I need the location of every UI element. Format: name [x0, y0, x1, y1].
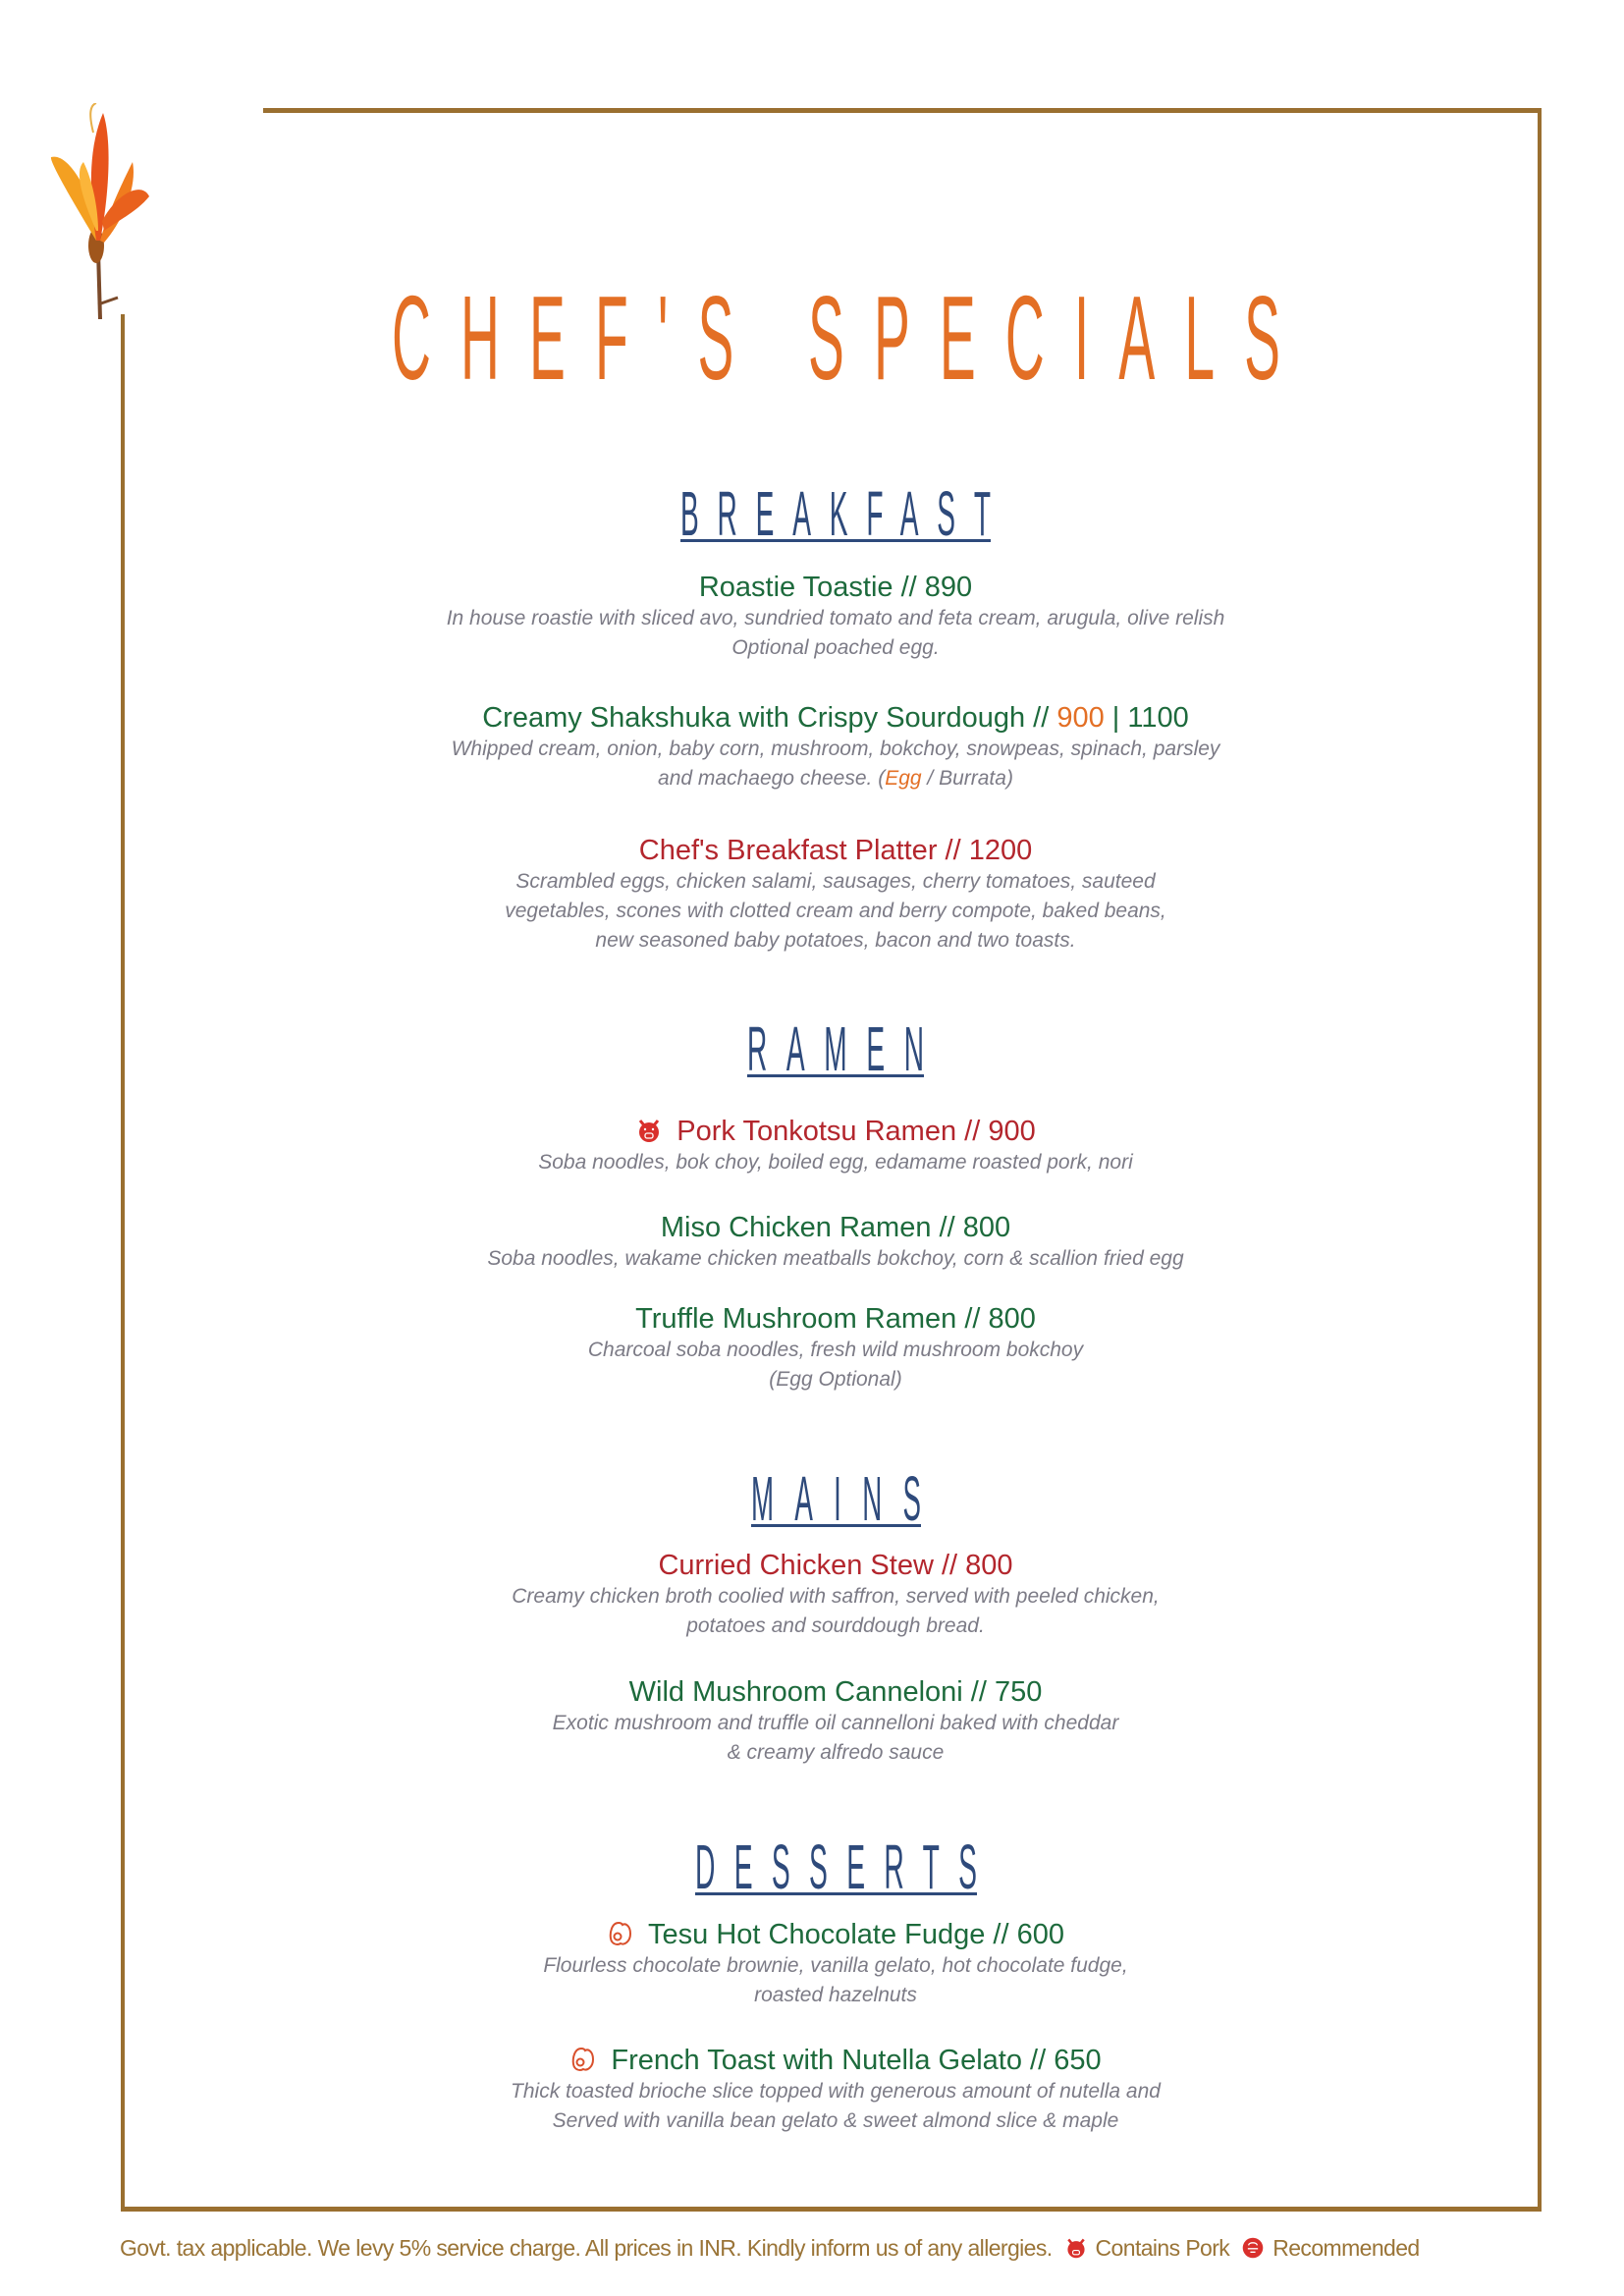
separator: //: [893, 572, 925, 603]
item-price: 800: [988, 1303, 1036, 1335]
pig-icon: [635, 1117, 663, 1144]
item-price: 600: [1016, 1919, 1064, 1950]
item-description: (Egg Optional): [769, 1368, 902, 1391]
item-description: Whipped cream, onion, baby corn, mushroom, bokchoy, snowpeas, spinach, parsley: [451, 738, 1220, 760]
item-description: Creamy chicken broth coolied with saffron, served with peeled chicken,: [512, 1585, 1160, 1608]
section-heading-breakfast: [345, 488, 1326, 547]
egg-icon: [569, 2046, 597, 2073]
item-price: 800: [965, 1550, 1013, 1581]
section-heading-text: BREAKFAST: [680, 488, 991, 537]
item-description: Exotic mushroom and truffle oil cannelloni baked with cheddar: [552, 1712, 1119, 1734]
separator: //: [985, 1919, 1017, 1950]
section-heading-graphic: [751, 1473, 921, 1522]
item-price: 1200: [968, 835, 1033, 866]
section-heading-graphic: [680, 488, 991, 537]
item-price-egg: 900: [1056, 702, 1105, 734]
item-price: 890: [924, 572, 973, 603]
item-name: French Toast with Nutella Gelato: [611, 2045, 1022, 2076]
menu-item-wild-mushroom-canneloni: [296, 1675, 1376, 1768]
frame-border-left: [121, 314, 125, 2212]
separator: //: [956, 1116, 989, 1147]
item-name: Miso Chicken Ramen: [660, 1212, 932, 1243]
item-price: 800: [962, 1212, 1011, 1243]
egg-icon: [607, 1920, 634, 1947]
item-description: In house roastie with sliced avo, sundried tomato and feta cream, arugula, olive relish: [446, 607, 1225, 629]
page-title-graphic: [392, 291, 1280, 389]
item-price-burrata: 1100: [1127, 702, 1189, 734]
menu-item-tesu-hot-chocolate-fudge: [296, 1918, 1376, 2010]
section-heading-text: MAINS: [750, 1473, 921, 1522]
separator: //: [1021, 2045, 1055, 2076]
item-description: & creamy alfredo sauce: [727, 1741, 945, 1764]
separator: //: [956, 1303, 989, 1335]
section-heading-mains: [345, 1473, 1326, 1532]
item-name: Wild Mushroom Canneloni: [628, 1676, 963, 1708]
item-name: Creamy Shakshuka with Crispy Sourdough: [482, 702, 1026, 734]
item-description: Flourless chocolate brownie, vanilla gelato, hot chocolate fudge,: [543, 1954, 1128, 1977]
menu-item-shakshuka: [296, 701, 1376, 793]
item-name: Roastie Toastie: [698, 572, 893, 603]
page-title: [345, 291, 1326, 389]
menu-item-roastie-toastie: [296, 571, 1376, 663]
item-description: roasted hazelnuts: [754, 1984, 917, 2006]
item-description: new seasoned baby potatoes, bacon and two toasts.: [595, 929, 1076, 952]
item-description: Charcoal soba noodles, fresh wild mushroom bokchoy: [587, 1339, 1084, 1361]
page-title-text: CHEF'S SPECIALS: [391, 291, 1280, 389]
footer-note: [120, 2235, 1543, 2262]
footer-text: Govt. tax applicable. We levy 5% service charge. All prices in INR. Kindly inform us of any allergies.: [120, 2235, 1053, 2261]
separator: //: [937, 835, 969, 866]
desc-text: / Burrata): [921, 767, 1013, 790]
item-description: Optional poached egg.: [731, 636, 940, 659]
item-name: Curried Chicken Stew: [658, 1550, 934, 1581]
menu-item-curried-chicken-stew: [296, 1549, 1376, 1641]
menu-item-french-toast: [296, 2044, 1376, 2136]
egg-option: Egg: [885, 767, 922, 790]
heading-underline: [695, 1892, 977, 1895]
menu-item-breakfast-platter: [296, 834, 1376, 956]
item-price: 650: [1054, 2045, 1102, 2076]
item-description: vegetables, scones with clotted cream and berry compote, baked beans,: [505, 900, 1166, 922]
separator: //: [1025, 702, 1057, 734]
item-price: 900: [988, 1116, 1036, 1147]
separator: //: [962, 1676, 995, 1708]
item-description: Soba noodles, wakame chicken meatballs bokchoy, corn & scallion fried egg: [487, 1247, 1184, 1270]
item-description: Soba noodles, bok choy, boiled egg, edamame roasted pork, nori: [538, 1151, 1133, 1174]
frame-border-bottom: [121, 2207, 1542, 2212]
separator: //: [931, 1212, 963, 1243]
item-description: Thick toasted brioche slice topped with generous amount of nutella and: [511, 2080, 1161, 2103]
item-description: Served with vanilla bean gelato & sweet almond slice & maple: [552, 2109, 1119, 2132]
section-heading-text: RAMEN: [747, 1023, 924, 1072]
separator: //: [933, 1550, 966, 1581]
heading-underline: [751, 1524, 921, 1527]
menu-item-miso-chicken: [296, 1211, 1376, 1274]
item-description: Scrambled eggs, chicken salami, sausages, cherry tomatoes, sauteed: [515, 870, 1156, 893]
pig-icon: [1064, 2235, 1088, 2261]
legend-recommended: Recommended: [1272, 2235, 1420, 2261]
separator: |: [1104, 702, 1128, 734]
section-heading-text: DESSERTS: [694, 1841, 977, 1890]
frame-border-right: [1538, 108, 1542, 2212]
desc-text: and machaego cheese. (: [658, 767, 886, 790]
section-heading-ramen: [345, 1023, 1326, 1082]
heading-underline: [680, 539, 991, 542]
section-heading-graphic: [695, 1841, 977, 1890]
recommended-icon: [1241, 2235, 1265, 2261]
item-name: Pork Tonkotsu Ramen: [677, 1116, 957, 1147]
heading-underline: [747, 1074, 924, 1077]
item-name: Chef's Breakfast Platter: [638, 835, 938, 866]
item-name: Tesu Hot Chocolate Fudge: [648, 1919, 986, 1950]
item-description: potatoes and sourddough bread.: [686, 1614, 985, 1637]
menu-item-truffle-mushroom: [296, 1302, 1376, 1394]
item-name: Truffle Mushroom Ramen: [635, 1303, 957, 1335]
item-description: [296, 764, 1376, 793]
frame-border-top: [263, 108, 1542, 113]
menu-item-pork-tonkotsu: [296, 1115, 1376, 1177]
lily-flower-illustration: [39, 103, 177, 329]
section-heading-graphic: [747, 1023, 924, 1072]
item-price: 750: [994, 1676, 1043, 1708]
legend-contains-pork: Contains Pork: [1095, 2235, 1230, 2261]
section-heading-desserts: [345, 1841, 1326, 1900]
